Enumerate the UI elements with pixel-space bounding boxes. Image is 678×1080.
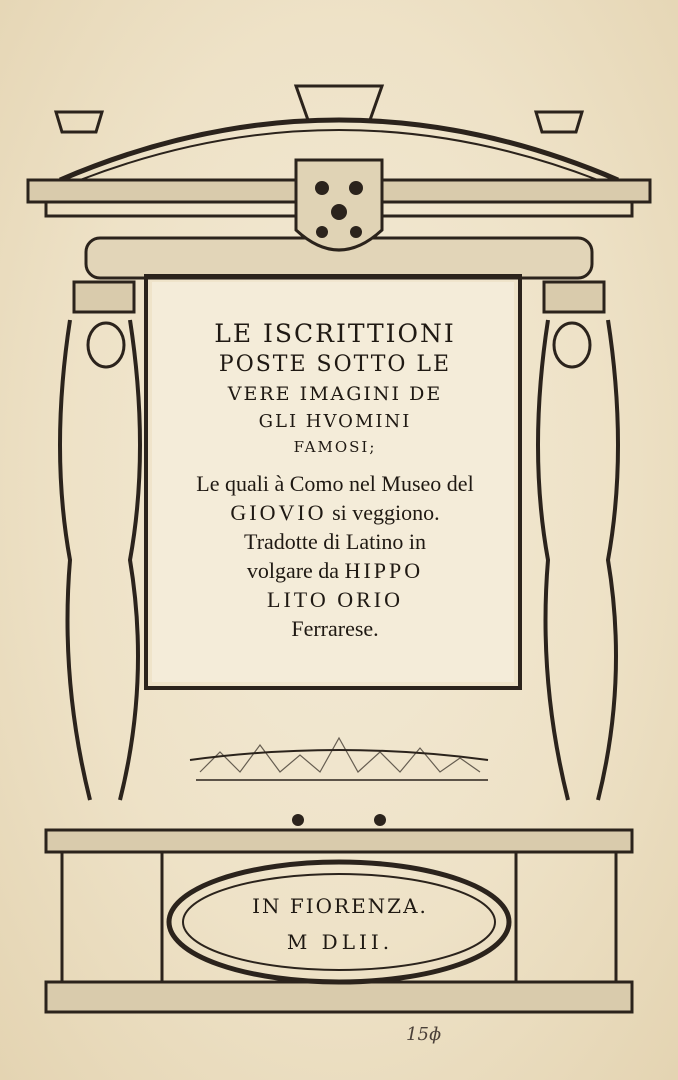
imprint — [232, 888, 448, 960]
handwritten-note: 15ɸ — [406, 1024, 442, 1045]
imprint-place: IN FIORENZA. — [252, 894, 428, 918]
subtitle-giovio: GIOVIO — [230, 500, 327, 525]
subtitle-line-4 — [160, 556, 510, 585]
title-line-5: FAMOSI; — [293, 438, 377, 456]
subtitle-line-3: Tradotte di Latino in — [244, 529, 426, 554]
subtitle-line-6: Ferrarese. — [291, 616, 379, 641]
title-line-3: VERE IMAGINI DE — [227, 383, 443, 405]
imprint-year: M DLII. — [286, 930, 394, 954]
subtitle-line-1: Le quali à Como nel Museo del — [196, 471, 474, 496]
title-line-4: GLI HVOMINI — [258, 411, 412, 432]
subtitle-line-4-pre: volgare da — [246, 558, 345, 583]
subtitle-line-2-rest: si veggiono. — [326, 500, 440, 525]
title-line-2: POSTE SOTTO LE — [218, 352, 452, 377]
subtitle-line-2 — [160, 498, 510, 527]
title-line-1: LE ISCRITTIONI — [214, 319, 456, 348]
subtitle-line-5: LITO ORIO — [267, 587, 403, 612]
subtitle-hippo: HIPPO — [344, 558, 424, 583]
title-block — [160, 318, 510, 643]
